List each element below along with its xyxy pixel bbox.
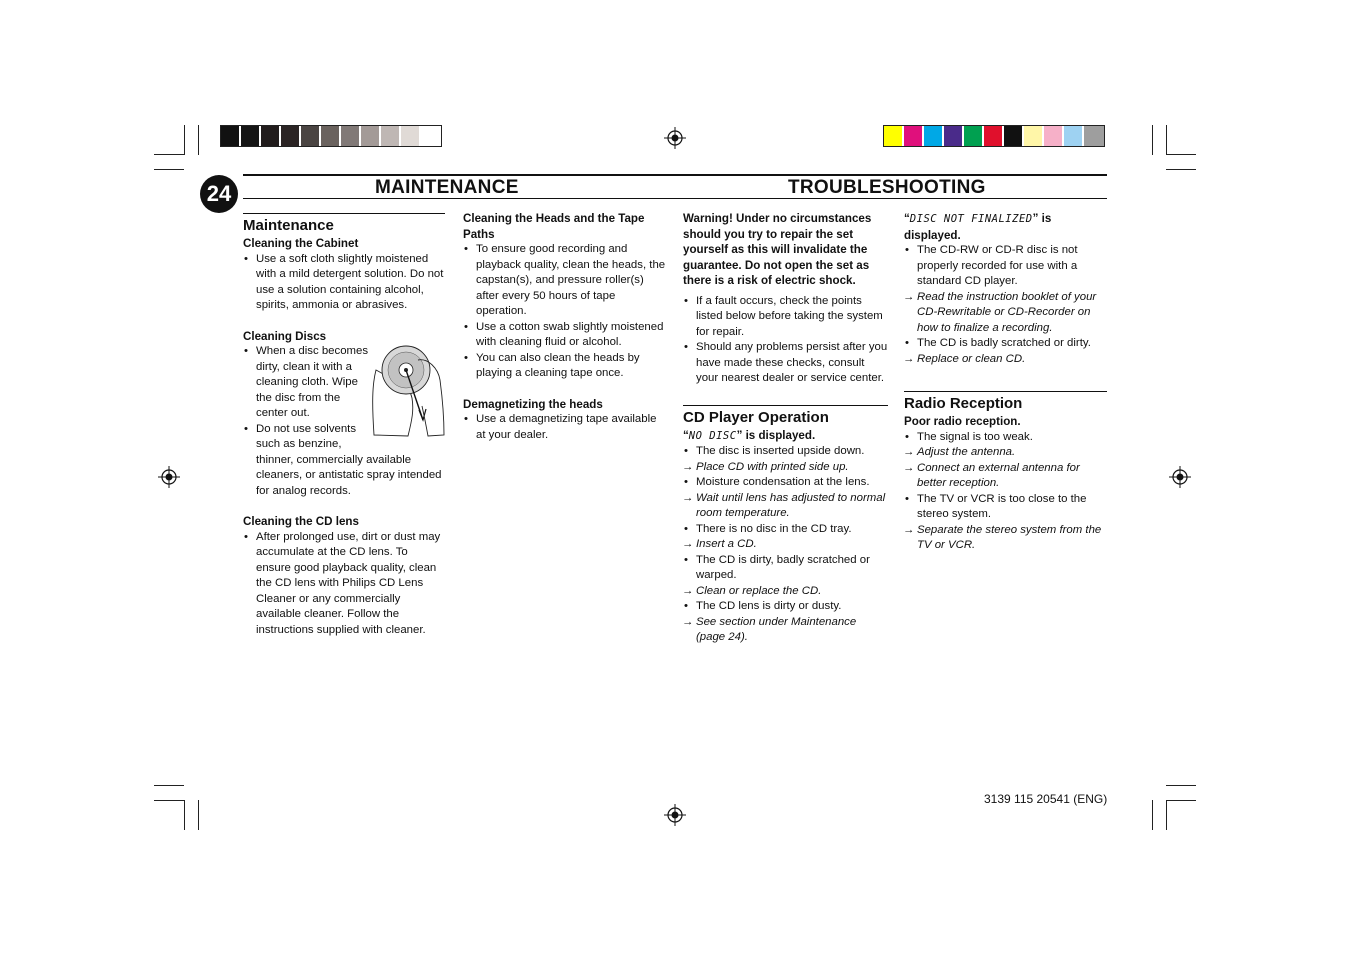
grayscale-color-bar xyxy=(220,125,442,147)
remedy-item: → See section under Maintenance (page 24). xyxy=(683,615,888,646)
header-rule-top xyxy=(243,174,1107,176)
color-swatch xyxy=(301,126,321,146)
remedy-item: → Adjust the antenna. xyxy=(904,445,1107,461)
document-code: 3139 115 20541 (ENG) xyxy=(984,792,1108,806)
warning-text: Warning! Under no circumstances should you try to repair the set yourself as this will invalidate the guarantee. Do not open the set as there is a risk of electric shock. xyxy=(683,212,872,287)
heading-demagnetizing: Demagnetizing the heads xyxy=(463,397,603,411)
heading-cleaning-heads: Cleaning the Heads and the Tape Paths xyxy=(463,212,645,241)
page-number-badge: 24 xyxy=(200,175,238,213)
list-item-text: • Do not use solvents such as benzine, xyxy=(256,422,357,450)
color-swatch xyxy=(381,126,401,146)
list-item: • Should any problems persist after you have made these checks, consult your nearest dealer or service center. xyxy=(683,340,888,387)
registration-mark-icon xyxy=(1169,466,1191,488)
quote-close: ” is displayed. xyxy=(904,212,1052,242)
color-swatch xyxy=(1044,126,1064,146)
remedy-item: → Read the instruction booklet of your CD-Rewritable or CD-Recorder on how to finalize a recording. xyxy=(904,290,1107,337)
registration-mark-icon xyxy=(158,466,180,488)
section-title-cd-player: CD Player Operation xyxy=(683,405,888,428)
color-swatch xyxy=(261,126,281,146)
heading-cleaning-lens: Cleaning the CD lens xyxy=(243,515,359,528)
color-swatch xyxy=(341,126,361,146)
color-swatch xyxy=(321,126,341,146)
symptom-item: • The CD lens is dirty or dusty. xyxy=(683,599,888,615)
quote-open: “ xyxy=(683,428,689,442)
symptom-item: • Moisture condensation at the lens. xyxy=(683,475,888,491)
column-heads xyxy=(463,211,666,443)
symptom-item: • The TV or VCR is too close to the stereo system. xyxy=(904,492,1107,523)
list-item: • Use a cotton swab slightly moistened with cleaning fluid or alcohol. xyxy=(463,320,666,351)
symptom-item: • The disc is inserted upside down. xyxy=(683,444,888,460)
symptom-item: • The CD is dirty, badly scratched or warped. xyxy=(683,553,888,584)
disc-symptom-heading xyxy=(904,211,1107,243)
symptom-item: • The signal is too weak. xyxy=(904,430,1107,446)
list-item: • If a fault occurs, check the points listed below before taking the system for repair. xyxy=(683,294,888,341)
quote-close: ” is displayed. xyxy=(736,428,816,442)
list-item: • Use a soft cloth slightly moistened with a mild detergent solution. Do not use a solution containing alcohol, spirits, ammonia or abrasives. xyxy=(243,252,445,314)
remedy-item: → Place CD with printed side up. xyxy=(683,460,888,476)
column-troubleshooting-radio xyxy=(904,211,1107,554)
remedy-item: → Wait until lens has adjusted to normal room temperature. xyxy=(683,491,888,522)
column-troubleshooting-cd xyxy=(683,211,888,646)
radio-troubleshooting-list xyxy=(904,430,1107,554)
symptom-item: • There is no disc in the CD tray. xyxy=(683,522,888,538)
list-item: • After prolonged use, dirt or dust may accumulate at the CD lens. To ensure good playback quality, clean the CD lens with Philips CD Lens Cleaner or any commercially available cleaner. Follow the instructions supplied with cleaner. xyxy=(243,530,445,639)
remedy-item: → Replace or clean CD. xyxy=(904,352,1107,368)
symptom-item: • The CD-RW or CD-R disc is not properly recorded for use with a standard CD player. xyxy=(904,243,1107,290)
color-swatch xyxy=(361,126,381,146)
color-swatch xyxy=(944,126,964,146)
remedy-item: → Insert a CD. xyxy=(683,537,888,553)
section-title-radio: Radio Reception xyxy=(904,391,1107,414)
cd-symptom-heading xyxy=(683,428,888,445)
color-swatch xyxy=(924,126,944,146)
color-swatch xyxy=(884,126,904,146)
heading-cleaning-cabinet: Cleaning the Cabinet xyxy=(243,237,359,250)
registration-mark-icon xyxy=(664,127,686,149)
color-swatch xyxy=(221,126,241,146)
registration-mark-icon xyxy=(664,804,686,826)
disc-troubleshooting-list xyxy=(904,243,1107,367)
heading-poor-radio: Poor radio reception. xyxy=(904,415,1021,428)
cd-troubleshooting-list xyxy=(683,444,888,646)
color-swatch xyxy=(964,126,984,146)
color-swatch xyxy=(904,126,924,146)
color-swatch xyxy=(1084,126,1104,146)
list-item: • When a disc becomes dirty, clean it with a cleaning cloth. Wipe the disc from the center out. xyxy=(243,344,371,422)
disc-cleaning-illustration xyxy=(368,340,448,438)
color-swatch xyxy=(281,126,301,146)
remedy-item: → Separate the stereo system from the TV or VCR. xyxy=(904,523,1107,554)
header-title-troubleshooting: TROUBLESHOOTING xyxy=(788,177,986,198)
heading-cleaning-discs: Cleaning Discs xyxy=(243,329,327,343)
remedy-item: → Clean or replace the CD. xyxy=(683,584,888,600)
color-swatch xyxy=(1064,126,1084,146)
list-item-text: thinner, commercially available cleaners, or antistatic spray intended for analog records. xyxy=(256,453,442,497)
color-swatch xyxy=(421,126,441,146)
section-title-maintenance: Maintenance xyxy=(243,213,445,236)
lcd-message: NO DISC xyxy=(688,429,737,442)
list-item: • Use a demagnetizing tape available at your dealer. xyxy=(463,412,666,443)
list-item: • To ensure good recording and playback quality, clean the heads, the capstan(s), and pressure roller(s) after every 50 hours of tape operation. xyxy=(463,242,666,320)
list-item: • You can also clean the heads by playing a cleaning tape once. xyxy=(463,351,666,382)
lcd-message: DISC NOT FINALIZED xyxy=(909,213,1033,225)
color-swatch xyxy=(401,126,421,146)
process-color-bar xyxy=(883,125,1105,147)
color-swatch xyxy=(241,126,261,146)
quote-open: “ xyxy=(904,212,910,225)
header-title-maintenance: MAINTENANCE xyxy=(375,177,519,198)
color-swatch xyxy=(1004,126,1024,146)
color-swatch xyxy=(1024,126,1044,146)
symptom-item: • The CD is badly scratched or dirty. xyxy=(904,336,1107,352)
remedy-item: → Connect an external antenna for better reception. xyxy=(904,461,1107,492)
color-swatch xyxy=(984,126,1004,146)
